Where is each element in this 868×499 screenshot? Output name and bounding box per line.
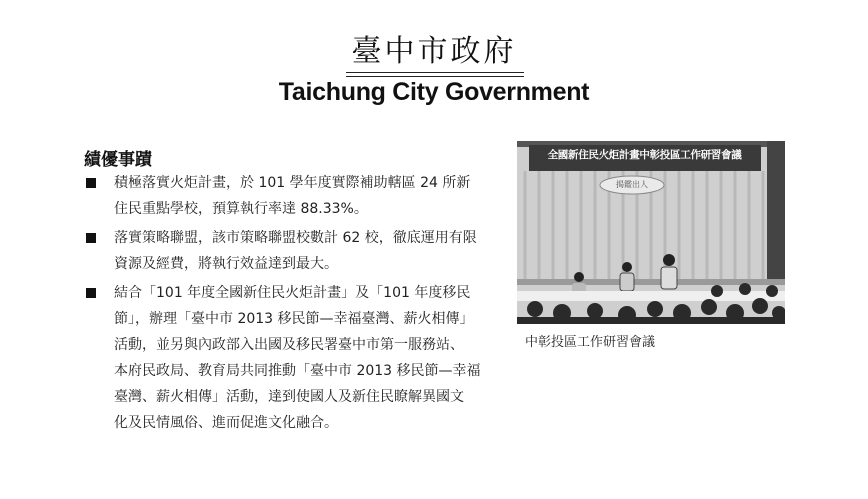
achievement-text-line: 住民重點學校，預算執行率達 88.33%。 (114, 201, 368, 217)
achievement-text-line: 結合「101 年度全國新住民火炬計畫」及「101 年度移民 (114, 285, 471, 301)
achievement-item (84, 170, 504, 222)
achievement-text-line: 資源及經費，將執行效益達到最大。 (114, 256, 338, 272)
page-title-english: Taichung City Government (278, 78, 590, 106)
square-bullet-icon (86, 288, 96, 298)
page-title-chinese: 臺中市政府 (351, 34, 517, 69)
achievement-text-line: 本府民政局、教育局共同推動「臺中市 2013 移民節—幸福 (114, 363, 481, 379)
achievement-text-line: 積極落實火炬計畫，於 101 學年度實際補助轄區 24 所新 (114, 175, 471, 191)
achievement-item (84, 280, 504, 436)
photo-banner-text: 全國新住民火炬計畫中彰投區工作研習會議 (547, 149, 742, 161)
square-bullet-icon (86, 233, 96, 243)
achievement-text-line: 活動，並另與內政部入出國及移民署臺中市第一服務站、 (114, 337, 464, 353)
title-underline-top (346, 72, 524, 73)
achievement-text-line: 落實策略聯盟，該市策略聯盟校數計 62 校，徹底運用有限 (114, 230, 477, 246)
event-photo (517, 141, 785, 324)
photo-sign-text: 揭鑑出人 (616, 180, 648, 189)
achievement-text-line: 臺灣、薪火相傳」活動，達到使國人及新住民瞭解異國文 (114, 389, 464, 405)
achievement-item (84, 225, 504, 277)
title-underline-bottom (346, 76, 524, 77)
photo-caption: 中彰投區工作研習會議 (525, 335, 656, 350)
section-heading: 績優事蹟 (84, 150, 152, 170)
achievement-list (84, 170, 504, 439)
event-photo-scene (517, 141, 785, 324)
achievement-text-line: 節」，辦理「臺中市 2013 移民節—幸福臺灣、薪火相傳」 (114, 311, 474, 327)
square-bullet-icon (86, 178, 96, 188)
achievement-text-line: 化及民情風俗、進而促進文化融合。 (114, 415, 338, 431)
